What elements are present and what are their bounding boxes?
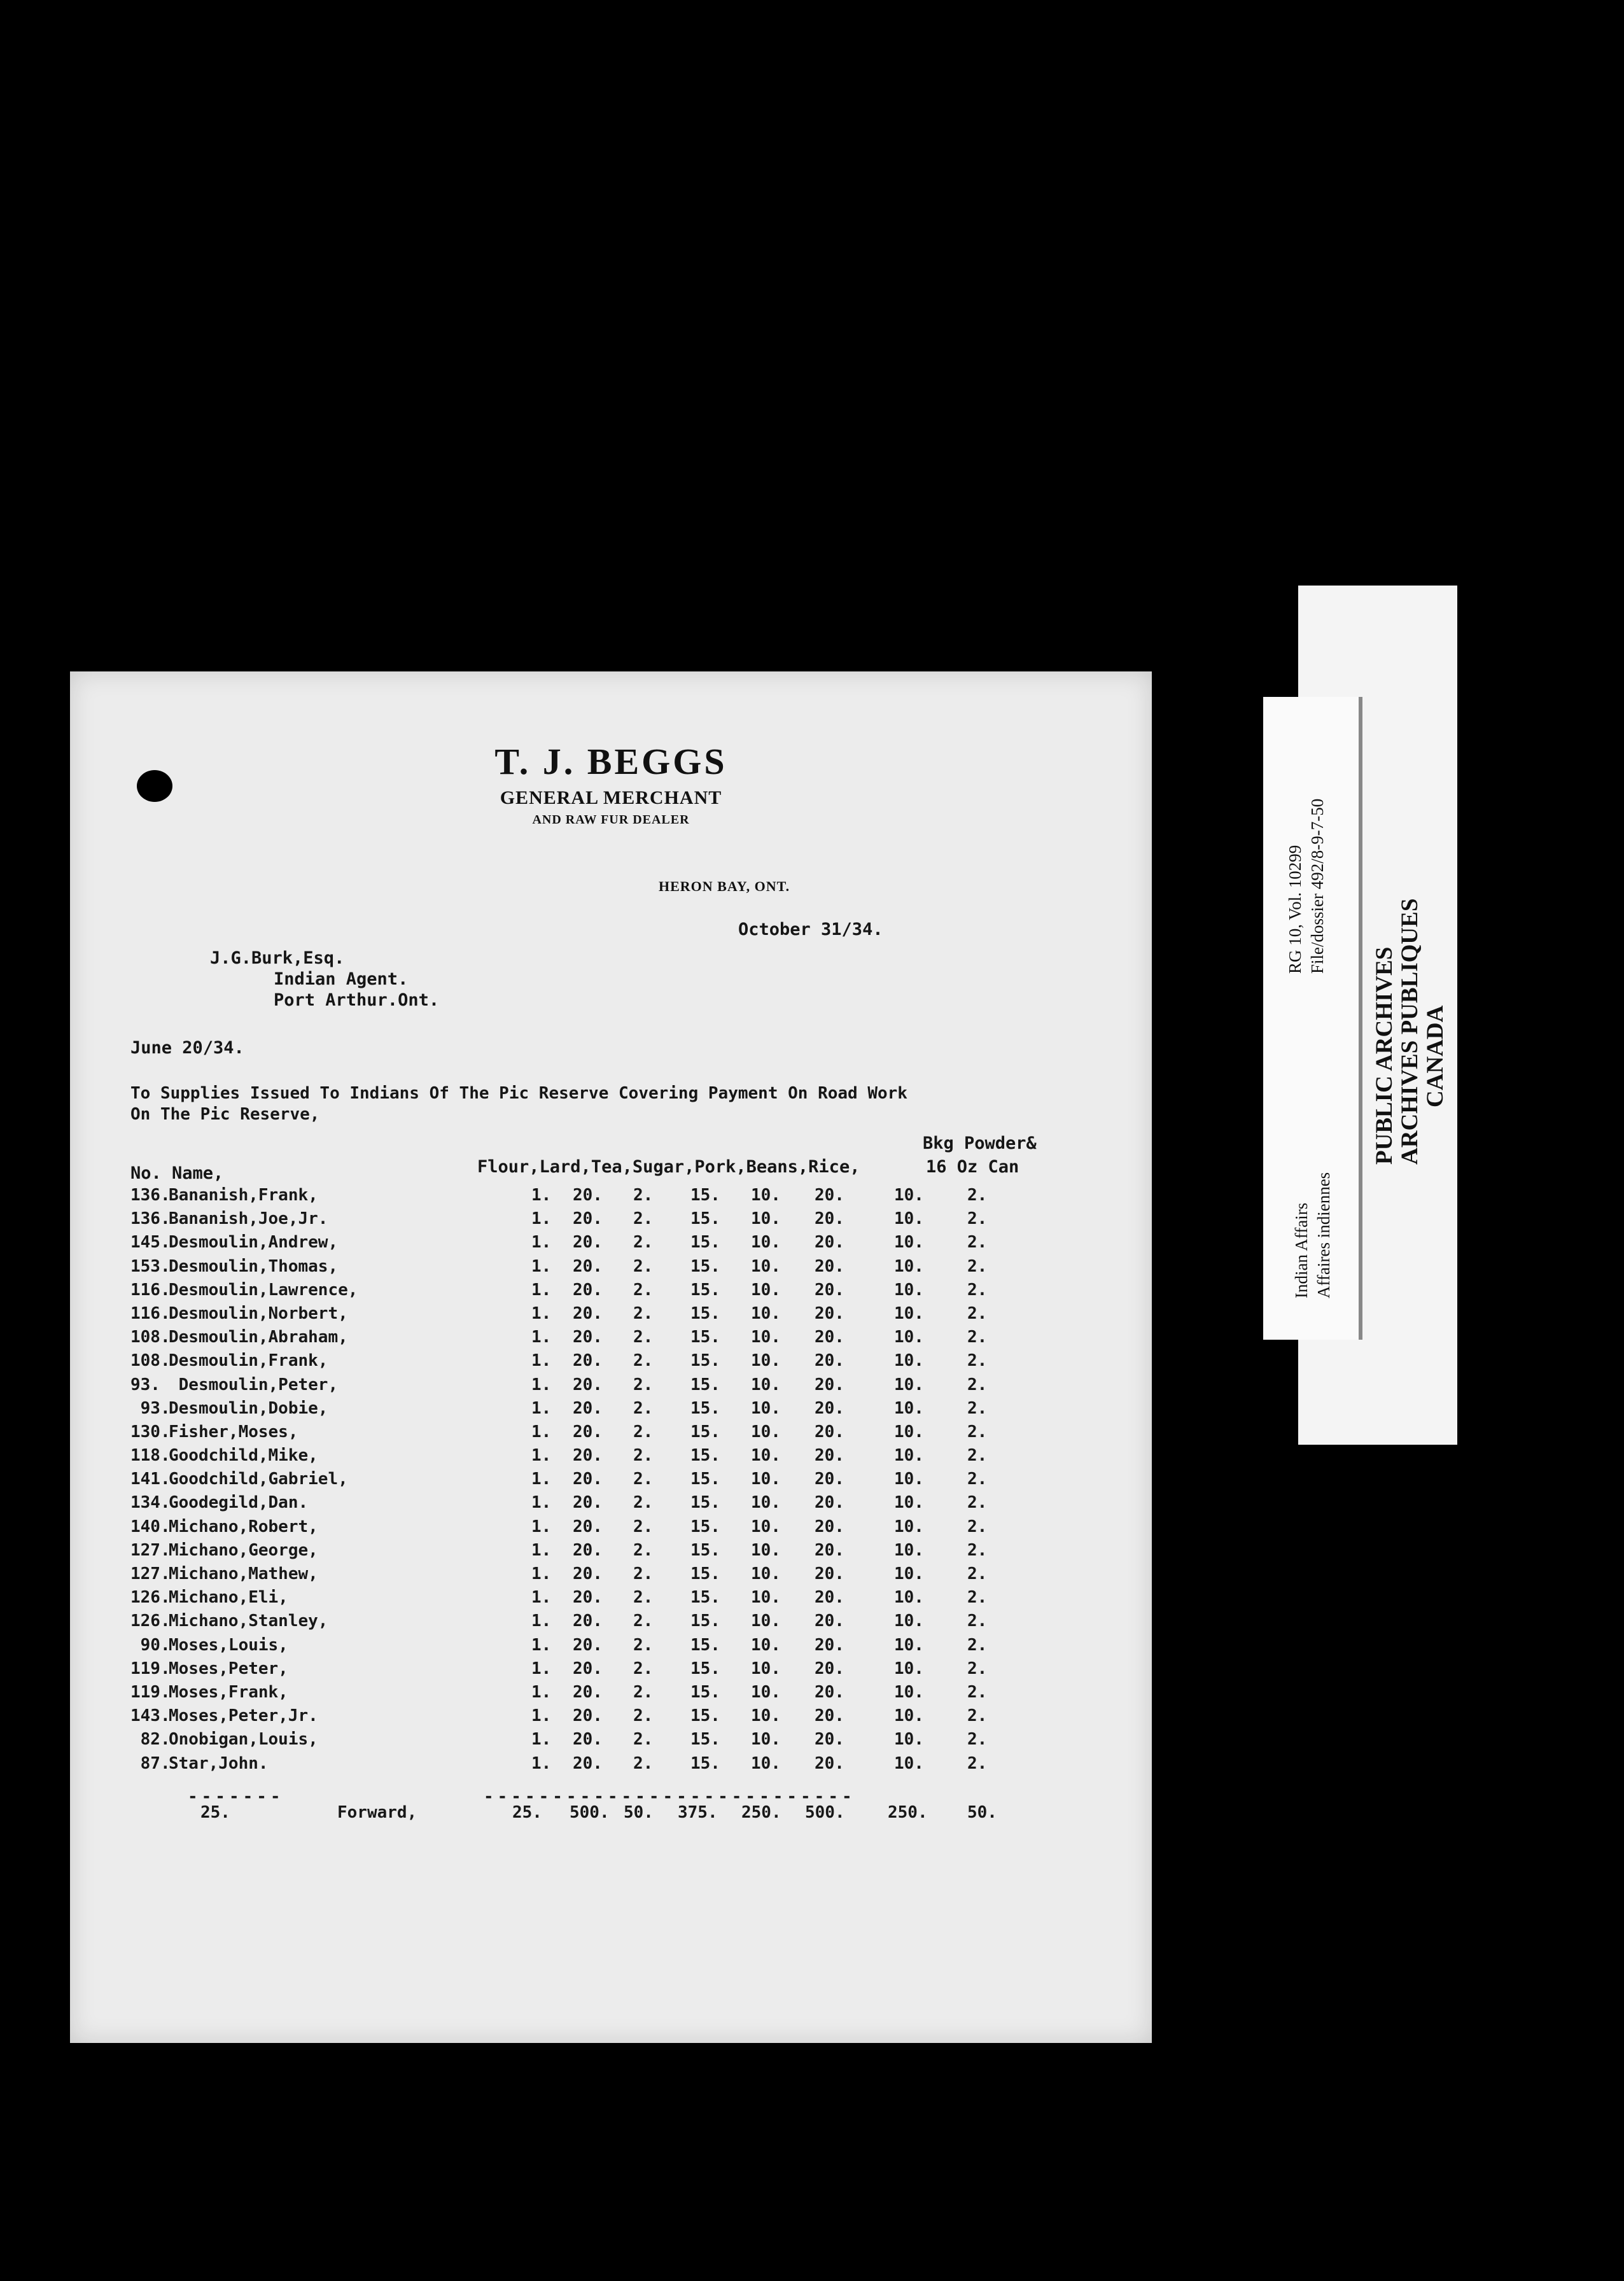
cell-lard: 20. (573, 1493, 603, 1513)
cell-no: 126. (130, 1588, 171, 1608)
cell-no: 136. (130, 1209, 171, 1229)
cell-flour: 1. (531, 1328, 552, 1347)
cell-flour: 1. (531, 1256, 552, 1276)
cell-beans: 20. (815, 1328, 844, 1347)
cell-flour: 1. (531, 1588, 552, 1608)
cell-tea: 2. (633, 1470, 654, 1489)
cell-lard: 20. (573, 1659, 603, 1678)
cell-powder: 2. (967, 1303, 988, 1323)
cell-lard: 20. (573, 1730, 603, 1750)
cell-no: 153. (130, 1256, 171, 1276)
cell-no: 93. (130, 1398, 171, 1418)
cell-powder: 2. (967, 1375, 988, 1394)
cell-no: 127. (130, 1564, 171, 1583)
cell-pork: 10. (751, 1280, 781, 1300)
cell-beans: 20. (815, 1209, 844, 1229)
cell-no: 93. (130, 1375, 160, 1394)
cell-flour: 1. (531, 1209, 552, 1229)
cell-sugar: 15. (690, 1328, 720, 1347)
cell-rice: 10. (894, 1470, 924, 1489)
cell-beans: 20. (815, 1493, 844, 1513)
totals-label: Forward, (337, 1803, 417, 1822)
totals-pork: 250. (741, 1803, 781, 1822)
cell-name: Goodegild,Dan. (169, 1493, 309, 1513)
totals-tea: 50. (624, 1803, 654, 1822)
cell-beans: 20. (815, 1635, 844, 1655)
cell-rice: 10. (894, 1209, 924, 1229)
cell-tea: 2. (633, 1233, 654, 1253)
cell-tea: 2. (633, 1588, 654, 1608)
cell-tea: 2. (633, 1611, 654, 1631)
cell-lard: 20. (573, 1422, 603, 1442)
cell-lard: 20. (573, 1351, 603, 1371)
cell-no: 130. (130, 1422, 171, 1442)
cell-powder: 2. (967, 1635, 988, 1655)
cell-name: Bananish,Frank, (169, 1186, 318, 1205)
cell-powder: 2. (967, 1422, 988, 1442)
cell-name: Desmoulin,Andrew, (169, 1233, 339, 1253)
cell-rice: 10. (894, 1303, 924, 1323)
cell-tea: 2. (633, 1682, 654, 1702)
cell-powder: 2. (967, 1351, 988, 1371)
cell-sugar: 15. (690, 1470, 720, 1489)
cell-pork: 10. (751, 1753, 781, 1773)
cell-lard: 20. (573, 1635, 603, 1655)
cell-sugar: 15. (690, 1233, 720, 1253)
cell-name: Desmoulin,Norbert, (169, 1303, 348, 1323)
cell-tea: 2. (633, 1706, 654, 1726)
cell-no: 141. (130, 1470, 171, 1489)
divider-left: ------- (188, 1787, 284, 1806)
cell-flour: 1. (531, 1659, 552, 1678)
cell-pork: 10. (751, 1328, 781, 1347)
cell-pork: 10. (751, 1517, 781, 1536)
cell-name: Desmoulin,Lawrence, (169, 1280, 358, 1300)
cell-beans: 20. (815, 1422, 844, 1442)
cell-sugar: 15. (690, 1422, 720, 1442)
totals-sugar: 375. (678, 1803, 718, 1822)
cell-powder: 2. (967, 1470, 988, 1489)
cell-sugar: 15. (690, 1611, 720, 1631)
archive-dept-2: Affaires indiennes (1314, 1172, 1333, 1298)
cell-pork: 10. (751, 1659, 781, 1678)
cell-rice: 10. (894, 1588, 924, 1608)
cell-rice: 10. (894, 1280, 924, 1300)
cell-no: 116. (130, 1303, 171, 1323)
cell-sugar: 15. (690, 1446, 720, 1466)
cell-rice: 10. (894, 1398, 924, 1418)
cell-pork: 10. (751, 1706, 781, 1726)
cell-no: 145. (130, 1233, 171, 1253)
cell-powder: 2. (967, 1233, 988, 1253)
cell-sugar: 15. (690, 1209, 720, 1229)
cell-name: Michano,Stanley, (169, 1611, 328, 1631)
column-header-no-name: No. Name, (130, 1163, 224, 1183)
cell-name: Goodchild,Mike, (169, 1446, 318, 1466)
cell-pork: 10. (751, 1256, 781, 1276)
cell-flour: 1. (531, 1280, 552, 1300)
cell-name: Moses,Frank, (169, 1682, 288, 1702)
cell-beans: 20. (815, 1682, 844, 1702)
cell-rice: 10. (894, 1540, 924, 1560)
cell-tea: 2. (633, 1280, 654, 1300)
totals-count: 25. (200, 1803, 230, 1822)
totals-lard: 500. (570, 1803, 610, 1822)
cell-rice: 10. (894, 1753, 924, 1773)
cell-flour: 1. (531, 1564, 552, 1583)
column-header-powder-top: Bkg Powder& (923, 1133, 1037, 1153)
cell-powder: 2. (967, 1517, 988, 1536)
cell-pork: 10. (751, 1422, 781, 1442)
cell-tea: 2. (633, 1540, 654, 1560)
cell-lard: 20. (573, 1682, 603, 1702)
cell-sugar: 15. (690, 1682, 720, 1702)
column-header-items: Flour,Lard,Tea,Sugar,Pork,Beans,Rice, (477, 1157, 860, 1177)
cell-powder: 2. (967, 1588, 988, 1608)
cell-rice: 10. (894, 1517, 924, 1536)
cell-powder: 2. (967, 1540, 988, 1560)
cell-no: 116. (130, 1280, 171, 1300)
cell-sugar: 15. (690, 1351, 720, 1371)
cell-rice: 10. (894, 1256, 924, 1276)
cell-powder: 2. (967, 1186, 988, 1205)
cell-beans: 20. (815, 1186, 844, 1205)
cell-no: 136. (130, 1186, 171, 1205)
cell-name: Goodchild,Gabriel, (169, 1470, 348, 1489)
cell-tea: 2. (633, 1730, 654, 1750)
cell-name: Fisher,Moses, (169, 1422, 298, 1442)
cell-sugar: 15. (690, 1398, 720, 1418)
cell-beans: 20. (815, 1517, 844, 1536)
cell-pork: 10. (751, 1375, 781, 1394)
cell-sugar: 15. (690, 1303, 720, 1323)
divider-right: --------------------------- (484, 1787, 856, 1806)
punch-hole (137, 770, 172, 802)
cell-pork: 10. (751, 1588, 781, 1608)
cell-tea: 2. (633, 1753, 654, 1773)
cell-pork: 10. (751, 1611, 781, 1631)
cell-powder: 2. (967, 1706, 988, 1726)
cell-rice: 10. (894, 1186, 924, 1205)
cell-pork: 10. (751, 1186, 781, 1205)
cell-tea: 2. (633, 1517, 654, 1536)
cell-pork: 10. (751, 1209, 781, 1229)
cell-pork: 10. (751, 1682, 781, 1702)
cell-no: 82. (130, 1730, 171, 1750)
cell-tea: 2. (633, 1186, 654, 1205)
cell-beans: 20. (815, 1753, 844, 1773)
cell-lard: 20. (573, 1186, 603, 1205)
cell-flour: 1. (531, 1422, 552, 1442)
cell-beans: 20. (815, 1256, 844, 1276)
cell-beans: 20. (815, 1280, 844, 1300)
cell-flour: 1. (531, 1706, 552, 1726)
cell-name: Michano,Robert, (169, 1517, 318, 1536)
cell-powder: 2. (967, 1682, 988, 1702)
cell-name: Onobigan,Louis, (169, 1730, 318, 1750)
cell-sugar: 15. (690, 1753, 720, 1773)
cell-beans: 20. (815, 1564, 844, 1583)
cell-flour: 1. (531, 1730, 552, 1750)
cell-lard: 20. (573, 1540, 603, 1560)
totals-flour: 25. (512, 1803, 542, 1822)
cell-tea: 2. (633, 1375, 654, 1394)
cell-powder: 2. (967, 1209, 988, 1229)
letter-page (70, 671, 1152, 2043)
cell-name: Moses,Peter,Jr. (169, 1706, 318, 1726)
cell-beans: 20. (815, 1303, 844, 1323)
cell-sugar: 15. (690, 1730, 720, 1750)
archive-dept-1: Indian Affairs (1292, 1202, 1311, 1298)
cell-flour: 1. (531, 1682, 552, 1702)
cell-lard: 20. (573, 1564, 603, 1583)
cell-rice: 10. (894, 1446, 924, 1466)
cell-rice: 10. (894, 1233, 924, 1253)
merchant-place: HERON BAY, ONT. (659, 878, 790, 894)
column-header-powder-bottom: 16 Oz Can (926, 1157, 1019, 1177)
cell-rice: 10. (894, 1730, 924, 1750)
cell-lard: 20. (573, 1328, 603, 1347)
cell-no: 143. (130, 1706, 171, 1726)
cell-flour: 1. (531, 1540, 552, 1560)
cell-name: Moses,Peter, (169, 1659, 288, 1678)
cell-pork: 10. (751, 1493, 781, 1513)
cell-name: Michano,George, (169, 1540, 318, 1560)
cell-rice: 10. (894, 1351, 924, 1371)
cell-beans: 20. (815, 1375, 844, 1394)
cell-tea: 2. (633, 1446, 654, 1466)
cell-beans: 20. (815, 1470, 844, 1489)
cell-beans: 20. (815, 1446, 844, 1466)
cell-rice: 10. (894, 1635, 924, 1655)
cell-beans: 20. (815, 1659, 844, 1678)
cell-pork: 10. (751, 1303, 781, 1323)
cell-no: 108. (130, 1351, 171, 1371)
cell-flour: 1. (531, 1398, 552, 1418)
cell-beans: 20. (815, 1611, 844, 1631)
cell-lard: 20. (573, 1706, 603, 1726)
cell-tea: 2. (633, 1328, 654, 1347)
merchant-line-1: GENERAL MERCHANT (500, 787, 722, 808)
cell-beans: 20. (815, 1233, 844, 1253)
cell-rice: 10. (894, 1706, 924, 1726)
archive-ref-2: File/dossier 492/8-9-7-50 (1308, 798, 1327, 974)
cell-flour: 1. (531, 1233, 552, 1253)
cell-flour: 1. (531, 1470, 552, 1489)
cell-no: 108. (130, 1328, 171, 1347)
cell-name: Desmoulin,Frank, (169, 1351, 328, 1371)
cell-lard: 20. (573, 1233, 603, 1253)
cell-powder: 2. (967, 1611, 988, 1631)
cell-tea: 2. (633, 1422, 654, 1442)
heading-line-1: To Supplies Issued To Indians Of The Pic Reserve Covering Payment On Road Work (130, 1084, 907, 1103)
cell-name: Star,John. (169, 1753, 269, 1773)
cell-sugar: 15. (690, 1635, 720, 1655)
cell-pork: 10. (751, 1233, 781, 1253)
cell-lard: 20. (573, 1303, 603, 1323)
cell-flour: 1. (531, 1303, 552, 1323)
totals-rice: 250. (888, 1803, 928, 1822)
cell-lard: 20. (573, 1588, 603, 1608)
archive-name-1: PUBLIC ARCHIVES (1371, 946, 1397, 1165)
cell-tea: 2. (633, 1659, 654, 1678)
cell-flour: 1. (531, 1517, 552, 1536)
cell-beans: 20. (815, 1588, 844, 1608)
cell-tea: 2. (633, 1209, 654, 1229)
cell-sugar: 15. (690, 1517, 720, 1536)
cell-sugar: 15. (690, 1375, 720, 1394)
archive-name-3: CANADA (1422, 1005, 1448, 1107)
cell-no: 118. (130, 1446, 171, 1466)
cell-tea: 2. (633, 1635, 654, 1655)
cell-lard: 20. (573, 1256, 603, 1276)
cell-flour: 1. (531, 1493, 552, 1513)
cell-no: 140. (130, 1517, 171, 1536)
cell-sugar: 15. (690, 1280, 720, 1300)
cell-beans: 20. (815, 1706, 844, 1726)
cell-powder: 2. (967, 1564, 988, 1583)
cell-powder: 2. (967, 1328, 988, 1347)
cell-lard: 20. (573, 1753, 603, 1773)
cell-tea: 2. (633, 1351, 654, 1371)
cell-sugar: 15. (690, 1186, 720, 1205)
cell-no: 127. (130, 1540, 171, 1560)
cell-pork: 10. (751, 1730, 781, 1750)
cell-tea: 2. (633, 1303, 654, 1323)
cell-no: 90. (130, 1635, 171, 1655)
heading-line-2: On The Pic Reserve, (130, 1105, 320, 1124)
cell-sugar: 15. (690, 1588, 720, 1608)
cell-flour: 1. (531, 1611, 552, 1631)
cell-sugar: 15. (690, 1659, 720, 1678)
cell-powder: 2. (967, 1493, 988, 1513)
merchant-line-2: AND RAW FUR DEALER (532, 813, 690, 827)
cell-rice: 10. (894, 1659, 924, 1678)
cell-powder: 2. (967, 1280, 988, 1300)
cell-tea: 2. (633, 1564, 654, 1583)
cell-no: 87. (130, 1753, 171, 1773)
cell-sugar: 15. (690, 1564, 720, 1583)
cell-lard: 20. (573, 1209, 603, 1229)
totals-row (130, 1804, 1085, 1828)
cell-no: 119. (130, 1682, 171, 1702)
cell-beans: 20. (815, 1398, 844, 1418)
letter-date: October 31/34. (738, 920, 883, 939)
cell-flour: 1. (531, 1446, 552, 1466)
cell-name: Desmoulin,Dobie, (169, 1398, 328, 1418)
totals-beans: 500. (805, 1803, 845, 1822)
cell-rice: 10. (894, 1564, 924, 1583)
cell-pork: 10. (751, 1470, 781, 1489)
cell-name: Desmoulin,Peter, (169, 1375, 339, 1394)
cell-beans: 20. (815, 1351, 844, 1371)
cell-pork: 10. (751, 1446, 781, 1466)
cell-name: Desmoulin,Abraham, (169, 1328, 348, 1347)
cell-tea: 2. (633, 1256, 654, 1276)
cell-powder: 2. (967, 1753, 988, 1773)
cell-tea: 2. (633, 1398, 654, 1418)
cell-name: Michano,Eli, (169, 1588, 288, 1608)
cell-sugar: 15. (690, 1493, 720, 1513)
cell-tea: 2. (633, 1493, 654, 1513)
merchant-name: T. J. BEGGS (494, 741, 727, 782)
cell-rice: 10. (894, 1422, 924, 1442)
cell-sugar: 15. (690, 1540, 720, 1560)
cell-rice: 10. (894, 1375, 924, 1394)
cell-beans: 20. (815, 1540, 844, 1560)
totals-powder: 50. (967, 1803, 997, 1822)
cell-pork: 10. (751, 1635, 781, 1655)
cell-flour: 1. (531, 1753, 552, 1773)
cell-lard: 20. (573, 1280, 603, 1300)
cell-pork: 10. (751, 1351, 781, 1371)
cell-lard: 20. (573, 1446, 603, 1466)
cell-pork: 10. (751, 1540, 781, 1560)
cell-rice: 10. (894, 1611, 924, 1631)
cell-lard: 20. (573, 1470, 603, 1489)
cell-rice: 10. (894, 1682, 924, 1702)
cell-name: Michano,Mathew, (169, 1564, 318, 1583)
order-date: June 20/34. (130, 1038, 244, 1058)
cell-powder: 2. (967, 1730, 988, 1750)
cell-rice: 10. (894, 1493, 924, 1513)
cell-powder: 2. (967, 1398, 988, 1418)
cell-name: Bananish,Joe,Jr. (169, 1209, 328, 1229)
cell-name: Desmoulin,Thomas, (169, 1256, 339, 1276)
archive-label-tab (1263, 697, 1362, 1340)
cell-pork: 10. (751, 1564, 781, 1583)
cell-lard: 20. (573, 1398, 603, 1418)
addressee-line-2: Indian Agent. (274, 969, 409, 989)
cell-flour: 1. (531, 1635, 552, 1655)
cell-no: 134. (130, 1493, 171, 1513)
addressee-line-3: Port Arthur.Ont. (274, 990, 440, 1010)
cell-no: 119. (130, 1659, 171, 1678)
cell-lard: 20. (573, 1517, 603, 1536)
cell-beans: 20. (815, 1730, 844, 1750)
cell-lard: 20. (573, 1375, 603, 1394)
cell-flour: 1. (531, 1375, 552, 1394)
addressee-line-1: J.G.Burk,Esq. (210, 948, 345, 968)
cell-sugar: 15. (690, 1256, 720, 1276)
archive-name-2: ARCHIVES PUBLIQUES (1397, 898, 1423, 1165)
cell-powder: 2. (967, 1659, 988, 1678)
cell-powder: 2. (967, 1256, 988, 1276)
cell-powder: 2. (967, 1446, 988, 1466)
cell-flour: 1. (531, 1186, 552, 1205)
cell-lard: 20. (573, 1611, 603, 1631)
cell-name: Moses,Louis, (169, 1635, 288, 1655)
cell-no: 126. (130, 1611, 171, 1631)
cell-sugar: 15. (690, 1706, 720, 1726)
cell-flour: 1. (531, 1351, 552, 1371)
cell-rice: 10. (894, 1328, 924, 1347)
archive-ref-1: RG 10, Vol. 10299 (1285, 845, 1305, 974)
cell-pork: 10. (751, 1398, 781, 1418)
